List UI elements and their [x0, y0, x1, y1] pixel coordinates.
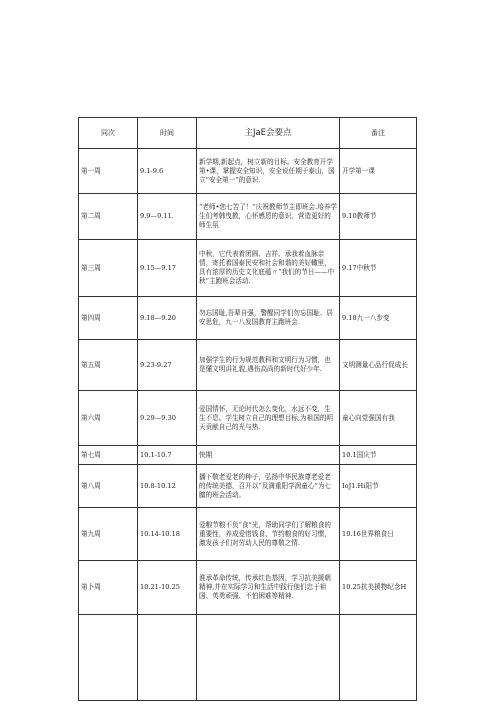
week-cell: 第三周: [79, 240, 138, 297]
note-cell: IoJ1.Hi阳节: [340, 465, 417, 508]
note-cell: 9.10教师节: [340, 194, 417, 240]
table-row: [79, 340, 417, 391]
time-cell: 9.1-9.6: [138, 149, 197, 194]
table-row: [79, 446, 417, 465]
note-cell: 9.18九一八步变: [340, 297, 417, 340]
time-cell: 9.23-9.27: [138, 340, 197, 391]
note-cell: 童心向党强国有我: [340, 391, 417, 446]
content-cell: “老师•您七苦了！“庆祝教师节主即班会.培养学生们考韩曳教，心怀感恩的意识，营造更好的师生氛: [197, 194, 340, 240]
table-row: [79, 240, 417, 297]
time-cell: 9.15—9.17: [138, 240, 197, 297]
header-content: 主JaE会要点: [197, 118, 340, 149]
class-meeting-table: [78, 117, 417, 701]
content-cell: 新学期,新起点，树立新的目标。安全教育开学第•课，掌握安全知识，安全说任期于泰山，国立“安全第一”的意识.: [197, 149, 340, 194]
week-cell: 第二周: [79, 194, 138, 240]
schedule-sheet: [78, 117, 416, 701]
note-cell: 9.17中秋节: [340, 240, 417, 297]
header-note: 番注: [340, 118, 417, 149]
content-cell-empty: [197, 615, 340, 701]
table-row: [79, 149, 417, 194]
time-cell: 9.29—9.30: [138, 391, 197, 446]
table-header-row: [79, 118, 417, 149]
week-cell: 第五周: [79, 340, 138, 391]
table-row: [79, 194, 417, 240]
content-cell: 播下敬老爱老的种子，弘扬中华民族尊老爱老的传统美德，召开以“及満重阳学润童心”为七膻的班会活动。: [197, 465, 340, 508]
table-row: [79, 297, 417, 340]
note-cell-empty: [340, 615, 417, 701]
header-week: 同次: [79, 118, 138, 149]
week-cell: 第六周: [79, 391, 138, 446]
table-row: [79, 465, 417, 508]
content-cell: 快期: [197, 446, 340, 465]
note-cell: 文明测量心品行促成长: [340, 340, 417, 391]
week-cell: 第四周: [79, 297, 138, 340]
content-cell: 中秋，它代表着团圆、吉祥、承我着血脉亲情，寄托着国泰民安和社会和谐的美好輙里，具有浓厚的历史文化底蕴〃“我们的节日——中秋”主跑班会活动.: [197, 240, 340, 297]
content-cell: 爱国情怀，无论时代怎么变化，水远不变，生生不息。学生树立自己的理想目标,为祖国的明天贡献自己的光与热.: [197, 391, 340, 446]
content-cell: 爱粮节粮不负“食”光，帮助同学们了解粮食的重要性，养成爱惜钱食、节约粮食的好习惯，激发孩子们对劳动人民的尊敬之情.: [197, 508, 340, 561]
week-cell: 第七周: [79, 446, 138, 465]
note-cell: 10.25抗美援物纪念H: [340, 561, 417, 615]
week-cell: 第卜周: [79, 561, 138, 615]
week-cell: 第八周: [79, 465, 138, 508]
time-cell: 9.18—9.20: [138, 297, 197, 340]
content-cell: 淮承革命传统，传承红色基因，学习抗美援朝精神,并在实际学习和生活中践行他们忠于祖国、英勇顽强、不怕困难等精神.: [197, 561, 340, 615]
note-cell: 10.16世界粮食日: [340, 508, 417, 561]
note-cell: 开学第一课: [340, 149, 417, 194]
table-row: [79, 561, 417, 615]
week-cell-empty: [79, 615, 138, 701]
content-cell: 勿忘国耻,吾辈自强，警醒同学们勿忘国耻、居安思危，九一八发国教育主跑班会.: [197, 297, 340, 340]
week-cell: 第九周: [79, 508, 138, 561]
table-row: [79, 391, 417, 446]
time-cell: 9.9—9.11.: [138, 194, 197, 240]
time-cell: 10.8-10.12: [138, 465, 197, 508]
time-cell: 10.1-10.7: [138, 446, 197, 465]
table-row-empty: [79, 615, 417, 701]
note-cell: 10.1国庆节: [340, 446, 417, 465]
week-cell: 第一周: [79, 149, 138, 194]
header-time: 时间: [138, 118, 197, 149]
time-cell: 10.21-10.25: [138, 561, 197, 615]
content-cell: 加强学生的行为规范教科和文明行为习惯，也是懂文明讲礼貌,遇伤高尚的新时代好少年.: [197, 340, 340, 391]
time-cell: 10.14-10.18: [138, 508, 197, 561]
table-row: [79, 508, 417, 561]
time-cell-empty: [138, 615, 197, 701]
